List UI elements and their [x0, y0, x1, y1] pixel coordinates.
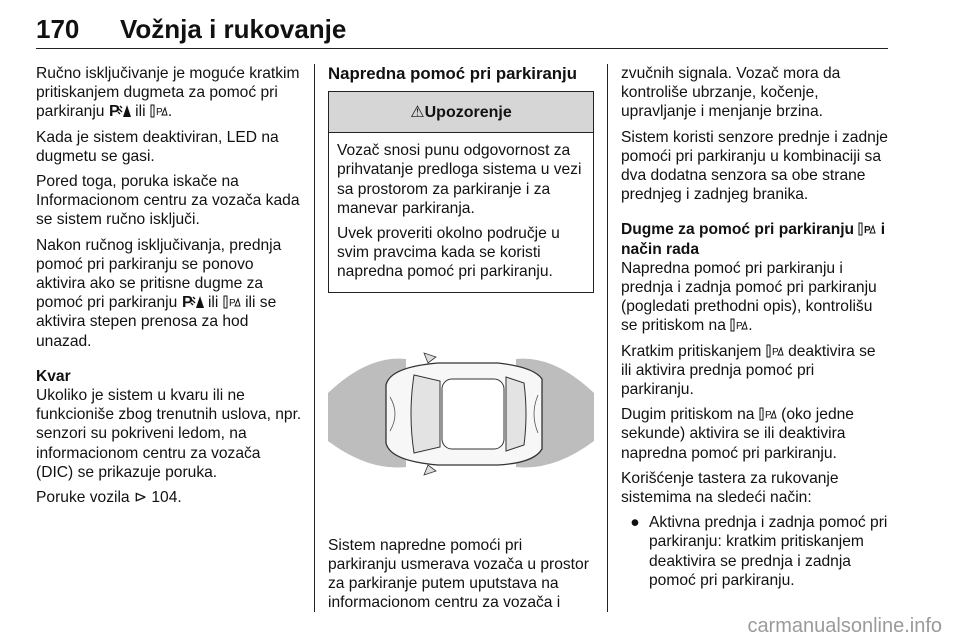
paragraph-signals: zvučnih signala. Vozač mora da kontroliše ubrzanje, kočenje, upravljanje i menjanje brzina.	[621, 65, 841, 121]
park-assist-icon	[858, 222, 876, 236]
bullet-icon: ●	[630, 514, 640, 532]
paragraph-reactivation: Nakon ručnog isključivanja, prednja pomoć pri parkiranju se ponovo aktivira ako se pritisne dugme za pomoć pri parkiranju ili ili se aktivira stepen prenosa za hod unazad.	[36, 236, 282, 350]
subheading-fault: Kvar	[36, 367, 71, 385]
parking-sensor-illustration	[328, 317, 594, 513]
column-3	[621, 64, 888, 590]
page-reference[interactable]: 104.	[151, 489, 182, 507]
column-2	[328, 64, 594, 619]
paragraph-long-press: Dugim pritiskom na (oko jedne sekunde) aktivira se ili deaktivira napredna pomoć pri parkiranju.	[621, 406, 854, 462]
warning-text-2: Uvek proveriti okolno područje u svim pravcima kada se koristi napredna pomoć pri parkiranju.	[337, 225, 560, 281]
advanced-park-assist-icon	[109, 102, 131, 118]
park-assist-icon	[223, 295, 241, 309]
section-title: Napredna pomoć pri parkiranju	[328, 64, 577, 83]
park-assist-icon	[150, 104, 168, 118]
paragraph-usage: Korišćenje tastera za rukovanje sistemima na sledeći način:	[621, 469, 839, 507]
page-header	[36, 10, 888, 50]
paragraph-fault: Ukoliko je sistem u kvaru ili ne funkcioniše zbog trenutnih uslova, npr. senzori su pokriveni ledom, na informacionom centru za vozača (DIC) se prikazuje poruka.	[36, 387, 302, 481]
page-reference-icon: ⊳	[133, 489, 148, 507]
paragraph-short-press: Kratkim pritiskanjem deaktivira se ili aktivira prednja pomoć pri parkiranju.	[621, 342, 876, 399]
warning-body	[329, 133, 593, 291]
column-divider-1	[314, 64, 315, 612]
watermark: carmanualsonline.info	[747, 615, 942, 637]
paragraph-manual-off: Ručno isključivanje je moguće kratkim pritiskanjem dugmeta za pomoć pri parkiranju ili .	[36, 65, 300, 121]
page-number: 170	[36, 14, 80, 44]
warning-box	[328, 91, 594, 292]
column-1	[36, 64, 302, 513]
park-assist-icon	[730, 318, 748, 332]
chapter-title: Vožnja i rukovanje	[120, 14, 347, 44]
park-assist-icon	[759, 407, 777, 421]
advanced-park-assist-icon	[182, 293, 204, 309]
warning-header	[329, 92, 593, 133]
paragraph-sensors: Sistem koristi senzore prednje i zadnje pomoći pri parkiranju u kombinaciji sa dva dodatna senzora sa obe strane prednjeg i zadnjeg branika.	[621, 128, 888, 204]
figure-caption: Sistem napredne pomoći pri parkiranju usmerava vozača u prostor za parkiranje putem uputstava na informacionom centru za vozača i	[328, 536, 589, 612]
column-divider-2	[607, 64, 608, 612]
subheading-button: Dugme za pomoć pri parkiranju i način rada	[621, 221, 886, 258]
bullet-text: Aktivna prednja i zadnja pomoć pri parkiranju: kratkim pritiskanjem deaktivira se prednja i zadnja pomoć pri parkiranju.	[649, 514, 888, 589]
paragraph-message: Pored toga, poruka iskače na Informacionom centru za vozača kada se sistem ručno isključi.	[36, 173, 300, 229]
warning-text-1: Vozač snosi punu odgovornost za prihvatanje predloga sistema u vezi sa prostorom za parkiranje i za manevar parkiranja.	[337, 142, 582, 217]
warning-icon: ⚠	[410, 103, 425, 121]
paragraph-led-off: Kada je sistem deaktiviran, LED na dugmetu se gasi.	[36, 128, 279, 165]
paragraph-vehicle-messages: Poruke vozila ⊳ 104.	[36, 489, 182, 507]
header-divider	[36, 48, 888, 49]
warning-title: Upozorenje	[424, 103, 512, 121]
list-item	[621, 513, 888, 590]
paragraph-control: Napredna pomoć pri parkiranju i prednja i zadnja pomoć pri parkiranju (pogledati prethodni opis), kontrolišu se pritiskom na .	[621, 259, 877, 335]
park-assist-icon	[766, 344, 784, 358]
